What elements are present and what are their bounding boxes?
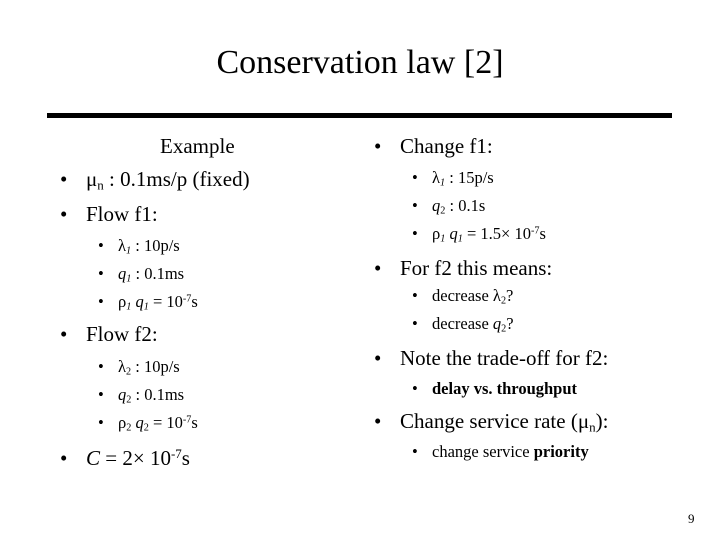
bullet-icon: • — [60, 202, 68, 226]
priority-word: priority — [533, 442, 589, 461]
question-mark: ? — [506, 314, 514, 333]
bullet-icon: • — [412, 314, 418, 333]
r-q-item — [412, 196, 485, 216]
example-heading — [160, 134, 235, 159]
q-sub: 2 — [126, 394, 132, 406]
f2-lambda-item — [98, 357, 180, 377]
title-rule — [47, 113, 672, 118]
mu-symbol: μ — [86, 167, 98, 191]
bullet-icon: • — [60, 446, 68, 470]
change-f1-label: Change f1: — [400, 134, 493, 158]
bullet-icon: • — [374, 409, 382, 433]
bullet-icon: • — [412, 224, 418, 243]
decrease-label: decrease — [432, 314, 489, 333]
unit: s — [191, 413, 198, 432]
c-value: = 2× 10 — [105, 446, 171, 470]
lambda-sub: 2 — [126, 366, 132, 378]
flow2-label: Flow f2: — [86, 322, 158, 346]
exponent: -7 — [170, 445, 182, 461]
c-symbol: C — [86, 446, 101, 470]
change-rate-label: Change service rate ( — [400, 409, 578, 433]
f1-product-value: = 10 — [152, 292, 183, 311]
lambda-symbol: λ — [118, 357, 127, 376]
for-f2-label: For f2 this means: — [400, 256, 553, 280]
q-sub: 2 — [143, 422, 149, 434]
exponent: -7 — [182, 293, 192, 305]
mu-sub: n — [97, 177, 104, 193]
bullet-icon: • — [60, 167, 68, 191]
bullet-icon: • — [98, 236, 104, 255]
lambda-sub: 1 — [440, 177, 446, 189]
r-product-item — [412, 224, 546, 244]
q-symbol: q — [135, 413, 144, 432]
bullet-flow2 — [60, 322, 158, 347]
rho-sub: 1 — [126, 301, 132, 313]
bullet-icon: • — [412, 168, 418, 187]
mu-sub: n — [589, 419, 596, 435]
unit: s — [181, 446, 190, 470]
mu-symbol: μ — [577, 409, 590, 433]
exponent: -7 — [182, 414, 192, 426]
lambda-sub: 2 — [500, 295, 507, 307]
delay-label: delay vs. throughput — [432, 379, 578, 398]
lambda-symbol: λ — [118, 236, 127, 255]
bullet-c — [60, 446, 190, 471]
bullet-icon: • — [98, 413, 104, 432]
bullet-icon: • — [98, 357, 104, 376]
decrease-label: decrease — [432, 286, 489, 305]
f1-lambda-item — [98, 236, 180, 256]
r-q-value: : 0.1s — [449, 196, 486, 215]
decrease-q-item — [412, 314, 514, 334]
mu-value: : 0.1ms/p (fixed) — [109, 167, 250, 191]
exponent: -7 — [530, 225, 540, 237]
f1-q-value: : 0.1ms — [135, 264, 185, 283]
r-lambda-item — [412, 168, 494, 188]
bullet-icon: • — [412, 196, 418, 215]
bullet-icon: • — [412, 442, 418, 461]
q-symbol: q — [449, 224, 458, 243]
bullet-icon: • — [374, 256, 382, 280]
bullet-icon: • — [98, 385, 104, 404]
bullet-mu — [60, 167, 250, 192]
bullet-icon: • — [98, 292, 104, 311]
example-heading-text: Example — [160, 134, 235, 158]
bullet-icon: • — [374, 134, 382, 158]
f2-q-item — [98, 385, 184, 405]
r-lambda-value: : 15p/s — [449, 168, 494, 187]
bullet-icon: • — [60, 322, 68, 346]
decrease-lambda-item — [412, 286, 513, 306]
q-symbol: q — [135, 292, 144, 311]
rho-sub: 1 — [440, 233, 446, 245]
lambda-symbol: λ — [432, 168, 441, 187]
f1-q-item — [98, 264, 184, 284]
rho-symbol: ρ — [118, 413, 127, 432]
q-symbol: q — [432, 196, 441, 215]
page-number: 9 — [688, 511, 695, 526]
priority-item — [412, 442, 589, 462]
bullet-change-f1 — [374, 134, 493, 159]
note-label: Note the trade-off for f2: — [400, 346, 609, 370]
unit: s — [539, 224, 546, 243]
bullet-note — [374, 346, 608, 371]
f2-product-value: = 10 — [152, 413, 183, 432]
bullet-for-f2 — [374, 256, 552, 281]
f2-product-item — [98, 413, 198, 433]
q-sub: 1 — [126, 273, 132, 285]
f2-lambda-value: : 10p/s — [135, 357, 180, 376]
question-mark: ? — [506, 286, 514, 305]
unit: s — [191, 292, 198, 311]
lambda-sub: 1 — [126, 245, 132, 257]
bullet-icon: • — [412, 286, 418, 305]
rho-symbol: ρ — [432, 224, 441, 243]
q-sub: 1 — [143, 301, 149, 313]
bullet-icon: • — [374, 346, 382, 370]
rho-symbol: ρ — [118, 292, 127, 311]
q-symbol: q — [118, 385, 127, 404]
q-symbol: q — [492, 314, 502, 333]
flow1-label: Flow f1: — [86, 202, 158, 226]
lambda-symbol: λ — [492, 286, 501, 305]
rho-sub: 2 — [126, 422, 132, 434]
change-priority-label: change service — [432, 442, 530, 461]
q-sub: 1 — [457, 233, 463, 245]
change-rate-end: ): — [595, 409, 609, 433]
f1-lambda-value: : 10p/s — [135, 236, 180, 255]
q-sub: 2 — [501, 323, 507, 335]
q-sub: 2 — [440, 205, 446, 217]
f2-q-value: : 0.1ms — [135, 385, 185, 404]
slide-title: Conservation law [2] — [216, 44, 504, 81]
delay-item — [412, 379, 577, 399]
bullet-icon: • — [412, 379, 418, 398]
bullet-change-rate — [374, 409, 608, 434]
r-product-value: = 1.5× 10 — [466, 224, 531, 243]
bullet-icon: • — [98, 264, 104, 283]
f1-product-item — [98, 292, 198, 312]
bullet-flow1 — [60, 202, 158, 227]
q-symbol: q — [118, 264, 127, 283]
